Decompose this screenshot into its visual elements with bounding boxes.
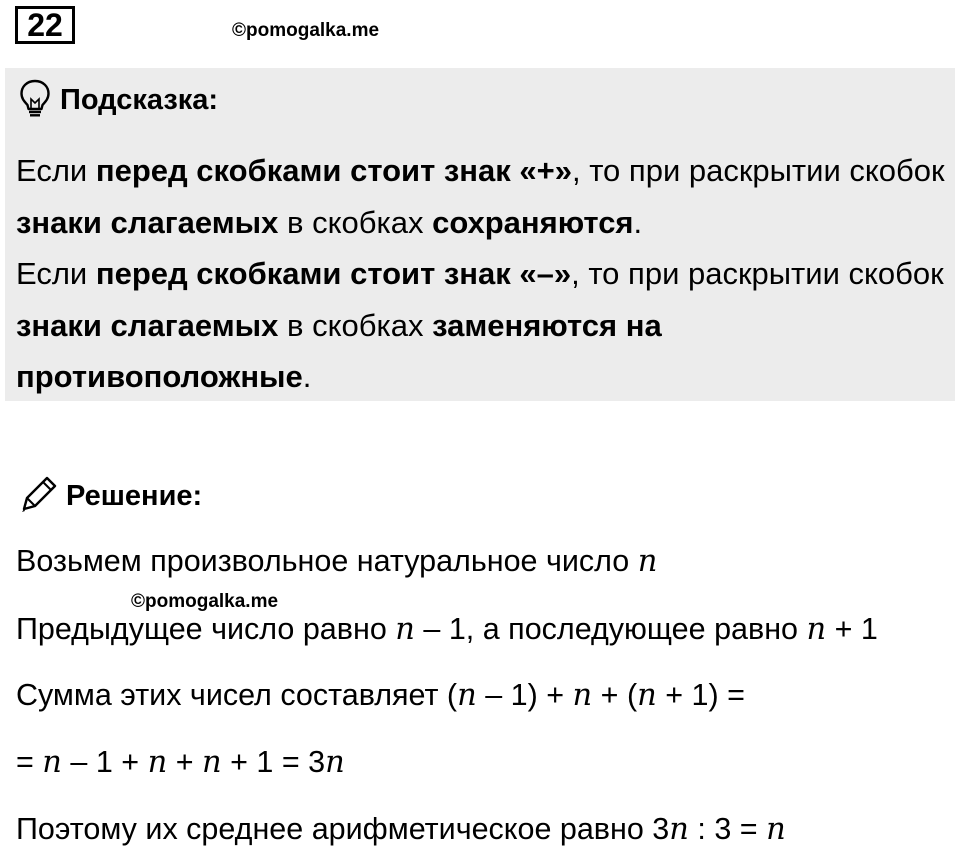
lightbulb-icon: [18, 78, 52, 123]
math-variable: n: [147, 745, 168, 780]
hint-paragraph-plus-run: в скобках: [278, 204, 433, 240]
hint-paragraph-plus: [16, 145, 946, 248]
pencil-icon: [18, 473, 58, 520]
solution-line-3: [16, 678, 745, 713]
hint-paragraph-plus-run: , то при раскрытии скобок: [571, 153, 945, 188]
solution-text: + 1 = 3: [221, 745, 326, 779]
math-variable: n: [457, 678, 477, 713]
solution-text: – 1, а последующее равно: [414, 612, 807, 646]
hint-paragraph-plus-run: знаки слагаемых: [16, 204, 279, 240]
solution-text: – 1 +: [61, 745, 148, 779]
math-variable: n: [637, 544, 658, 579]
hint-paragraph-minus-run: .: [302, 359, 312, 394]
hint-paragraph-minus-run: Если: [16, 256, 96, 291]
math-variable: n: [637, 678, 657, 713]
solution-text: – 1) +: [476, 678, 573, 712]
solution-line-5: [16, 812, 786, 847]
math-variable: n: [669, 812, 689, 847]
hint-paragraph-minus-run: , то при раскрытии скобок: [571, 256, 944, 291]
hint-paragraph-minus-run: знаки слагаемых: [16, 307, 279, 343]
watermark: ©pomogalka.me: [232, 20, 380, 41]
hint-header: [18, 80, 218, 120]
math-variable: n: [806, 612, 827, 647]
solution-text: + 1) =: [656, 678, 745, 712]
hint-paragraph-plus-run: перед скобками стоит знак «+»: [95, 153, 572, 188]
hint-paragraph-minus-run: заменяются на противоположные: [16, 307, 662, 394]
solution-text: Предыдущее число равно: [16, 612, 396, 646]
solution-text: + (: [592, 678, 638, 712]
math-variable: n: [202, 745, 222, 780]
solution-text: Возьмем произвольное натуральное число: [16, 544, 638, 578]
solution-header: [18, 474, 202, 518]
solution-text: Поэтому их среднее арифметическое равно 3: [16, 812, 670, 846]
hint-paragraph-minus-run: в скобках: [278, 307, 433, 343]
hint-paragraph-plus-run: .: [633, 204, 643, 240]
math-variable: n: [325, 745, 345, 780]
solution-line-1: [16, 544, 657, 579]
hint-paragraph-plus-run: сохраняются: [432, 204, 634, 240]
task-number: 22: [15, 6, 75, 44]
math-variable: n: [395, 612, 415, 647]
solution-text: +: [167, 745, 203, 779]
watermark-2: ©pomogalka.me: [131, 591, 279, 612]
math-variable: n: [766, 812, 786, 847]
solution-text: + 1: [826, 612, 878, 646]
solution-text: Сумма этих чисел составляет (: [16, 678, 458, 712]
hint-paragraph-minus-run: перед скобками стоит знак «–»: [95, 256, 572, 291]
solution-title: Решение:: [66, 479, 203, 512]
solution-line-2: [16, 612, 878, 647]
hint-title: Подсказка:: [60, 83, 219, 116]
math-variable: n: [42, 745, 62, 780]
hint-paragraph-minus: [16, 248, 946, 403]
solution-line-4: [16, 745, 345, 780]
solution-text: =: [16, 745, 43, 779]
solution-text: : 3 =: [688, 812, 767, 846]
math-variable: n: [572, 678, 593, 713]
hint-text: [16, 145, 946, 403]
hint-paragraph-plus-run: Если: [16, 153, 96, 188]
